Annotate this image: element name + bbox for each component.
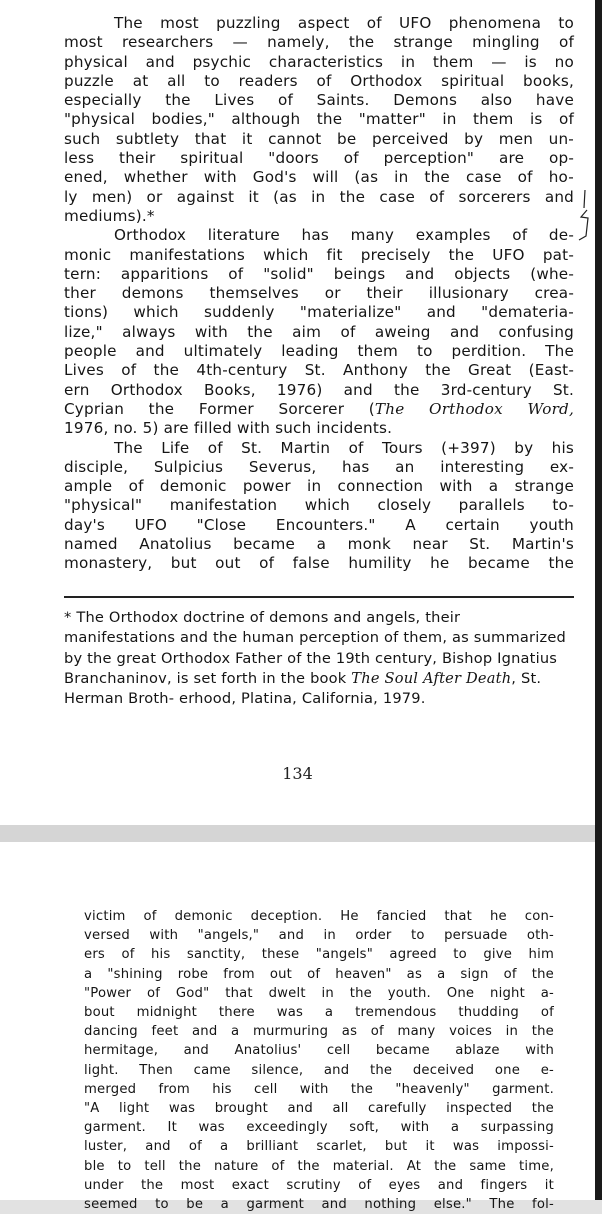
footnote <box>64 608 574 709</box>
text-line: "physical bodies," although the "matter" in them is of <box>64 110 574 129</box>
text-line: luster, and of a brilliant scarlet, but it was impossi- <box>84 1139 554 1155</box>
book-page-next <box>0 842 595 1213</box>
text-line: tions) which suddenly "materialize" and "demateria- <box>64 303 574 322</box>
text-fragment: Cyprian the Former Sorcerer ( <box>64 399 375 418</box>
text-line: hermitage, and Anatolius' cell became ablaze with <box>84 1043 554 1059</box>
text-line: monastery, but out of false humility he became the <box>64 554 574 573</box>
text-line: victim of demonic deception. He fancied that he con- <box>84 909 554 924</box>
text-line: lize," always with the aim of aweing and confusing <box>64 322 574 341</box>
text-line: Orthodox literature has many examples of de- <box>114 226 574 245</box>
text-line: Lives of the 4th-century St. Anthony the Great (East- <box>64 361 574 380</box>
footnote-fragment: in the book <box>262 669 352 687</box>
text-line: ble to tell the nature of the material. At the same time, <box>84 1158 554 1174</box>
text-line: a "shining robe from out of heaven" as a sign of the <box>84 966 554 982</box>
footnote-line: * The Orthodox doctrine of demons and angels, their <box>64 609 461 626</box>
footnote-line: summarized by the great Orthodox Father of the 19th <box>64 629 566 667</box>
italic-title: The Orthodox Word, <box>374 399 574 418</box>
text-line: such subtlety that it cannot be perceived by men un- <box>64 129 574 148</box>
text-line: seemed to be a garment and nothing else." The fol- <box>84 1197 554 1213</box>
text-line: ers of his sanctity, these "angels" agreed to give him <box>84 947 554 963</box>
text-line: "physical" manifestation which closely parallels to- <box>64 496 574 515</box>
text-line: garment. It was exceedingly soft, with a surpassing <box>84 1120 554 1136</box>
text-line: mediums).* <box>64 206 155 225</box>
main-text <box>84 907 554 1214</box>
text-line: bout midnight there was a tremendous thudding of <box>84 1005 554 1021</box>
text-line <box>64 400 574 419</box>
text-line: under the most exact scrutiny of eyes and fingers it <box>84 1177 554 1193</box>
page-separator <box>0 825 602 842</box>
main-text <box>64 14 574 574</box>
text-line: merged from his cell with the "heavenly" garment. <box>84 1081 554 1097</box>
text-line: 1976, no. 5) are filled with such incidents. <box>64 419 393 438</box>
text-line: light. Then came silence, and the deceived one e- <box>84 1062 554 1078</box>
footnote-fragment: , St. Herman Broth- <box>64 669 542 708</box>
text-line: most researchers — namely, the strange mingling of <box>64 33 574 52</box>
text-line: "A light was brought and all carefully inspected the <box>84 1101 554 1117</box>
footnote-divider <box>64 596 574 598</box>
text-line: tern: apparitions of "solid" beings and objects (whe- <box>64 264 574 283</box>
text-line: "Power of God" that dwelt in the youth. One night a- <box>84 985 554 1001</box>
text-line: people and ultimately leading them to perdition. The <box>64 342 574 361</box>
page-number: 134 <box>282 764 313 783</box>
text-line: ther demons themselves or their illusionary crea- <box>64 284 574 303</box>
text-line: ened, whether with God's will (as in the case of ho- <box>64 168 574 187</box>
text-line: disciple, Sulpicius Severus, has an interesting ex- <box>64 457 574 476</box>
text-line: ly men) or against it (as in the case of sorcerers and <box>64 187 574 206</box>
text-line: day's UFO "Close Encounters." A certain youth <box>64 515 574 534</box>
text-line: The Life of St. Martin of Tours (+397) by his <box>114 438 574 457</box>
text-line: versed with "angels," and in order to persuade oth- <box>84 928 554 944</box>
text-line: monic manifestations which fit precisely the UFO pat- <box>64 245 574 264</box>
text-line: dancing feet and a murmuring as of many voices in the <box>84 1024 554 1040</box>
text-line: ern Orthodox Books, 1976) and the 3rd-century St. <box>64 380 574 399</box>
text-line: physical and psychic characteristics in them — is no <box>64 52 574 71</box>
text-line: ample of demonic power in connection with a strange <box>64 477 574 496</box>
text-line: The most puzzling aspect of UFO phenomena to <box>114 14 574 32</box>
footnote-line: manifestations and the human perception of them, as <box>64 629 469 647</box>
footnote-line: century, Bishop Ignatius Branchaninov, is set forth <box>64 649 558 687</box>
margin-pen-mark <box>575 190 593 240</box>
footnote-line: erhood, Platina, California, 1979. <box>179 690 426 708</box>
screen-edge <box>595 0 602 1200</box>
italic-title: The Soul After Death <box>351 669 512 687</box>
text-line: less their spiritual "doors of perception" are op- <box>64 149 574 168</box>
text-line: named Anatolius became a monk near St. Martin's <box>64 535 574 554</box>
text-line: puzzle at all to readers of Orthodox spiritual books, <box>64 71 574 90</box>
text-line: especially the Lives of Saints. Demons also have <box>64 91 574 110</box>
